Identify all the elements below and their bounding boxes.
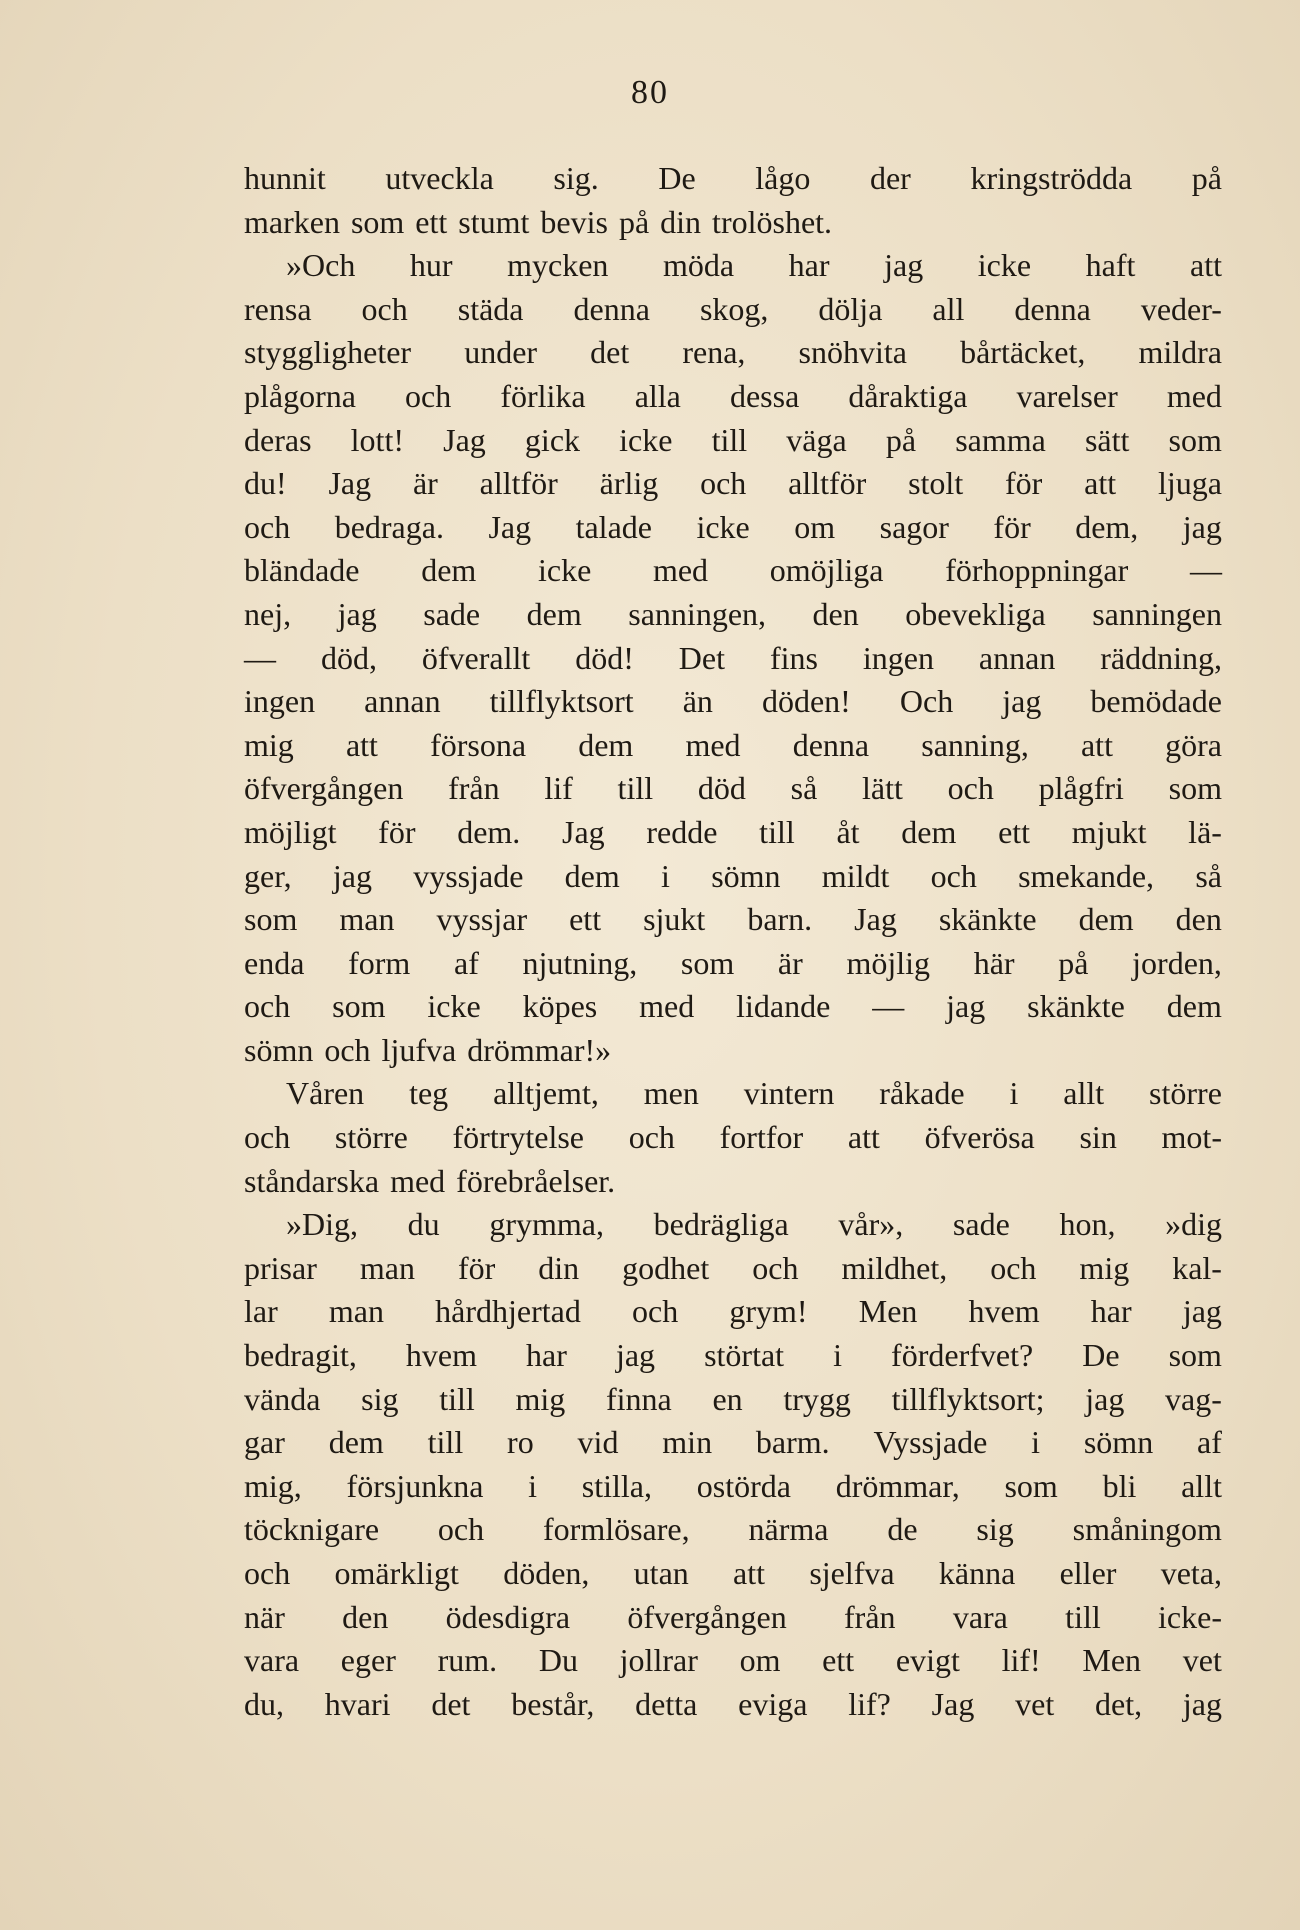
text-line: prisar man för din godhet och mildhet, och mig kal- [244, 1249, 1222, 1286]
text-line: du! Jag är alltför ärlig och alltför stolt för att ljuga [244, 465, 1222, 502]
text-line: töcknigare och formlösare, närma de sig småningom [244, 1511, 1222, 1548]
text-line: och som icke köpes med lidande — jag skänkte dem [244, 988, 1222, 1025]
text-line: Våren teg alltjemt, men vintern råkade i allt större [286, 1075, 1222, 1112]
text-line: hunnit utveckla sig. De lågo der kringströdda på [244, 160, 1222, 196]
text-line: — död, öfverallt död! Det fins ingen annan räddning, [244, 639, 1222, 676]
text-line: öfvergången från lif till död så lätt och plågfri som [244, 770, 1222, 807]
text-line: »Dig, du grymma, bedrägliga vår», sade hon, »dig [286, 1206, 1222, 1243]
text-line: och omärkligt döden, utan att sjelfva känna eller veta, [244, 1555, 1222, 1591]
text-line: ger, jag vyssjade dem i sömn mildt och smekande, så [244, 857, 1222, 894]
text-line: mig att försona dem med denna sanning, att göra [244, 726, 1222, 763]
text-line: möjligt för dem. Jag redde till åt dem ett mjukt lä- [244, 813, 1222, 850]
text-line: plågorna och förlika alla dessa dåraktiga varelser med [244, 377, 1222, 414]
text-line: vara eger rum. Du jollrar om ett evigt lif! Men vet [244, 1642, 1222, 1679]
body-text [244, 157, 1222, 1726]
text-line: mig, försjunkna i stilla, ostörda drömmar, som bli allt [244, 1467, 1222, 1504]
text-line: ingen annan tillflyktsort än döden! Och jag bemödade [244, 683, 1222, 720]
text-line: sömn och ljufva drömmar!» [244, 1031, 612, 1068]
text-line: bländade dem icke med omöjliga förhoppningar — [244, 552, 1222, 589]
text-line: ståndarska med förebråelser. [244, 1162, 616, 1199]
text-line: lar man hårdhjertad och grym! Men hvem har jag [244, 1293, 1222, 1330]
text-line: vända sig till mig finna en trygg tillflyktsort; jag vag- [244, 1380, 1222, 1417]
text-line: när den ödesdigra öfvergången från vara till icke- [244, 1598, 1222, 1635]
text-line: »Och hur mycken möda har jag icke haft att [286, 247, 1222, 284]
text-line: bedragit, hvem har jag störtat i förderfvet? De som [244, 1337, 1222, 1374]
text-line: gar dem till ro vid min barm. Vyssjade i sömn af [244, 1424, 1222, 1461]
text-line: och större förtrytelse och fortfor att öfverösa sin mot- [244, 1119, 1222, 1156]
text-line: nej, jag sade dem sanningen, den obevekliga sanningen [244, 595, 1222, 632]
text-line: som man vyssjar ett sjukt barn. Jag skänkte dem den [244, 901, 1222, 938]
page-number: 80 [631, 74, 669, 111]
text-line: styggligheter under det rena, snöhvita bårtäcket, mildra [244, 334, 1222, 371]
text-line: deras lott! Jag gick icke till väga på samma sätt som [244, 421, 1222, 458]
text-line: marken som ett stumt bevis på din trolöshet. [244, 203, 833, 240]
text-line: du, hvari det består, detta eviga lif? Jag vet det, jag [244, 1685, 1222, 1722]
text-line: enda form af njutning, som är möjlig här på jorden, [244, 944, 1222, 981]
text-line: och bedraga. Jag talade icke om sagor för dem, jag [244, 508, 1222, 545]
text-line: rensa och städa denna skog, dölja all denna veder- [244, 290, 1222, 327]
